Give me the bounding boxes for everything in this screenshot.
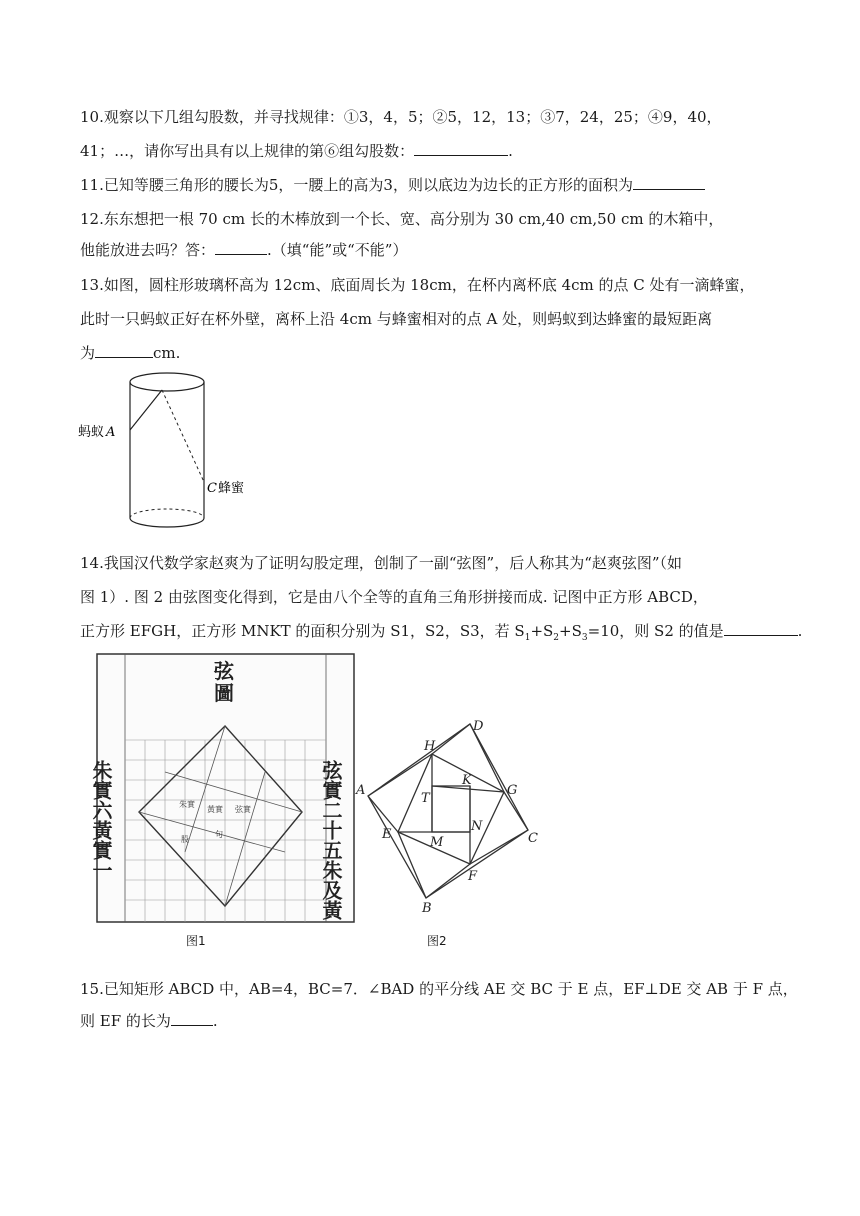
svg-text:朱實: 朱實 [179,800,195,809]
q10-answer-blank[interactable] [414,140,508,156]
q13-line-3 [80,342,180,364]
q15-answer-blank[interactable] [171,1010,213,1026]
label-n: N [471,819,483,834]
label-b: B [422,901,432,916]
q11-answer-blank[interactable] [633,174,705,190]
q11-line-1 [80,174,705,196]
svg-text:黃實: 黃實 [207,805,223,814]
label-m: M [430,835,444,850]
label-a: A [356,783,366,798]
ant-label: 蚂蚁 [78,425,105,440]
q14-text-a: 正方形 EFGH，正方形 MNKT 的面积分别为 S1，S2，S3，若 S [80,622,525,640]
honey-label: 蜂蜜 [218,481,245,496]
q12-line-1: 12.东东想把一根 70 cm 长的木棒放到一个长、宽、高分别为 30 cm,40 cm,50 cm 的木箱中， [80,210,724,228]
xian-tu-figure [89,652,357,924]
xian-tu-left-text: 朱實六黃實一 [89,760,113,880]
q13-text: 为 [80,344,96,362]
q13-answer-blank[interactable] [95,342,153,358]
xian-tu-title-char-2: 圖 [214,681,234,705]
label-t: T [421,791,430,806]
q15-line-2 [80,1010,218,1032]
label-c: C [528,831,538,846]
svg-text:弦實: 弦實 [235,805,251,814]
svg-text:股: 股 [181,835,189,844]
q15-end: . [212,1012,218,1030]
label-k: K [462,773,472,788]
figure-2-caption: 图2 [427,934,447,948]
q14-text-b: =10，则 S2 的值是 [587,622,724,640]
q12-answer-blank[interactable] [215,239,267,255]
q12-text: 他能放进去吗？答： [80,241,216,259]
xian-tu-right-text: 弦實二十五朱及黃 [319,760,343,920]
q10-line-1: 10.观察以下几组勾股数，并寻找规律：①3，4，5；②5，12，13；③7，24，25；④9，40， [80,108,722,126]
q14-line-3 [80,620,802,649]
q13-line-1: 13.如图，圆柱形玻璃杯高为 12cm、底面周长为 18cm，在杯内离杯底 4cm 的点 C 处有一滴蜂蜜， [80,276,755,294]
label-f: F [468,869,478,884]
label-e: E [382,827,392,842]
q12-line-2 [80,239,407,261]
s3-subscript: 3 [581,633,588,643]
q14-line-2: 图 1）. 图 2 由弦图变化得到，它是由八个全等的直角三角形拼接而成. 记图中正方形 ABCD， [80,588,708,606]
q14-line-1: 14.我国汉代数学家赵爽为了证明勾股定理，创制了一副“弦图”，后人称其为“赵爽弦图”（如 [80,554,683,572]
q10-text: 41；…，请你写出具有以上规律的第⑥组勾股数： [80,142,415,160]
q13-line-2: 此时一只蚂蚁正好在杯外壁，离杯上沿 4cm 与蜂蜜相对的点 A 处，则蚂蚁到达蜂蜜的最短距离 [80,310,713,328]
q15-text: 则 EF 的长为 [80,1012,171,1030]
s2-subscript: 2 [553,633,560,643]
svg-text:句: 句 [215,830,223,839]
q14-answer-blank[interactable] [724,620,798,636]
point-a-label: A [106,425,116,440]
xian-tu-title-char-1: 弦 [214,659,234,683]
q13-end: cm. [153,344,181,362]
figure-2 [352,712,552,916]
label-g: G [507,783,518,798]
q12-end: .（填“能”或“不能”） [267,241,408,259]
q10-end: . [508,142,513,160]
q15-line-1: 15.已知矩形 ABCD 中，AB=4，BC=7．∠BAD 的平分线 AE 交 BC 于 E 点，EF⊥DE 交 AB 于 F 点， [80,980,798,998]
q10-line-2 [80,140,513,162]
q14-plus-2: +S [559,622,582,640]
figure-1-caption: 图1 [186,934,206,948]
label-h: H [424,739,436,754]
q11-text: 11.已知等腰三角形的腰长为5，一腰上的高为3，则以底边为边长的正方形的面积为 [80,176,633,194]
q14-end: . [797,622,803,640]
s1-subscript: 1 [524,633,531,643]
q14-plus-1: +S [530,622,554,640]
point-c-label: C [207,481,217,496]
label-d: D [473,719,484,734]
cylinder-figure [76,370,276,535]
